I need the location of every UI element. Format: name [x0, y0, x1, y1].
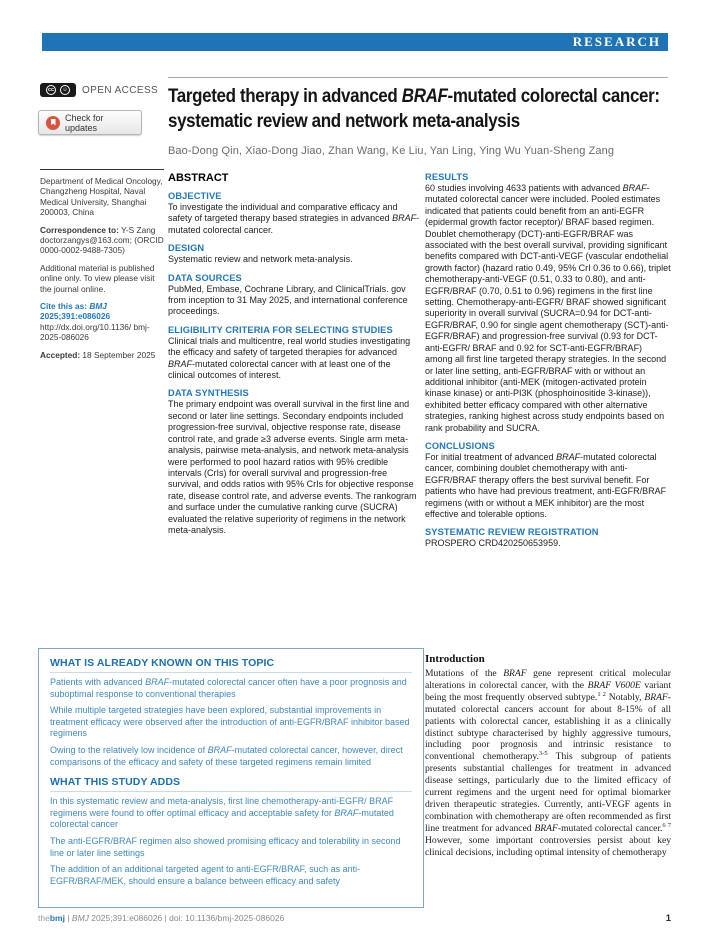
crossmark-icon [46, 116, 60, 130]
abstract-section-registration [425, 527, 671, 549]
section-text: Systematic review and network meta-analysis. [168, 254, 353, 265]
affiliation: Department of Medical Oncology, Changzheng Hospital, Naval Medical University, Shanghai 200003, China [40, 176, 163, 218]
abstract-section-data-sources [168, 273, 420, 318]
adds-item: The addition of an additional targeted agent to anti-EGFR/BRAF, such as anti-EGFR/BRAF/MEK, should ensure a balance between efficacy and safety [50, 864, 361, 886]
page-footer [38, 913, 671, 924]
cc-icon: cc [47, 87, 55, 93]
article-title-line1: Targeted therapy in advanced BRAF-mutated colorectal cancer: [168, 85, 660, 107]
section-heading: RESULTS [425, 172, 469, 182]
page-number: 1 [665, 913, 671, 924]
abstract-section-eligibility [168, 325, 420, 382]
abstract-section-design [168, 243, 420, 265]
accepted-label: Accepted: [40, 349, 83, 360]
section-heading: OBJECTIVE [168, 191, 222, 201]
author-list: Bao-Dong Qin, Xiao-Dong Jiao, Zhan Wang, Ke Liu, Yan Ling, Ying Wu Yuan-Sheng Zang [168, 145, 615, 157]
article-title-line2: systematic review and network meta-analysis [168, 110, 520, 132]
check-for-updates-label: Check for updates [65, 112, 104, 133]
section-text: For initial treatment of advanced BRAF-mutated colorectal cancer, combining doublet chemotherapy with anti-EGFR/BRAF therapy offers the best survival benefit. For patients who have had previous treatment, anti-EGFR/BRAF regimens (with or without a MEK inhibitor) are the most effective and tolerable options. [425, 451, 667, 519]
footer-citation-text: BMJ 2025;391:e086026 | doi: 10.1136/bmj-2025-086026 [71, 913, 285, 923]
section-text: The primary endpoint was overall survival in the first line and second or later line settings. Secondary endpoints included progression-free survival, objective response rate, disease control rate, and grade ≥3 adverse events. Single arm meta-analysis, pairwise meta-analysis, and network meta-analysis were performed to pool hazard ratios with 95% credible intervals (CrIs) for overall survival and progression-free survival, and odds ratios with 95% CrIs for objective response rate, disease control rate, and adverse events. The rankogram and surface under the cumulative ranking curve (SUCRA) evaluated the relative superiority of regimens in the network meta-analysis. [168, 399, 417, 535]
correspondence-email[interactable]: Y-S Zang doctorzangys@163.com; (ORCID 0000-0002-9488-7305) [40, 224, 164, 256]
article-header [168, 84, 698, 157]
open-access-label: OPEN ACCESS [82, 84, 159, 96]
abstract-section-objective [168, 191, 420, 236]
known-item: While multiple targeted strategies have been explored, substantial improvements in treatment efficacy were observed after the introduction of anti-EGFR/BRAF inhibitor based regimens [50, 705, 410, 739]
research-section-banner: RESEARCH [42, 33, 668, 51]
check-for-updates-button[interactable] [38, 110, 142, 135]
what-is-known-heading: WHAT IS ALREADY KNOWN ON THIS TOPIC [50, 657, 412, 673]
cite-this-as-label: Cite this as: [40, 301, 90, 312]
section-heading: DATA SYNTHESIS [168, 388, 249, 399]
section-heading: ELIGIBILITY CRITERIA FOR SELECTING STUDIES [168, 324, 393, 335]
known-item: Patients with advanced BRAF-mutated colorectal cancer often have a poor prognosis and suboptimal response to conventional therapies [50, 677, 407, 699]
abstract-column-1 [168, 172, 420, 536]
section-text: PROSPERO CRD420250653959. [425, 538, 561, 549]
cc-by-icon [40, 83, 76, 97]
adds-item: The anti-EGFR/BRAF regimen also showed promising efficacy and tolerability in second line or later line settings [50, 835, 401, 858]
abstract-section-data-synthesis [168, 388, 420, 536]
introduction-section [425, 653, 671, 859]
adds-item: In this systematic review and meta-analysis, first line chemotherapy-anti-EGFR/ BRAF regimens were found to offer optimal efficacy and acceptable safety for BRAF-mutated colorectal cancer [50, 796, 394, 830]
introduction-paragraph: Mutations of the BRAF gene represent critical molecular alterations in colorectal cancer, with the BRAF V600E variant being the most frequently observed subtype.$^{1 2}$ Notably, BRAF-mutated colorectal cancers account for about 8-15% of all patients with colorectal cancer, establishing it as a clinically distinct subtype characterised by highly aggressive tumours, including poor prognosis and intrinsic resistance to conventional chemotherapy.$^{3-5}$ This subgroup of patients presents substantial challenges for treatment in advanced disease settings, particularly due to the limited efficacy of current regimens and the urgent need for optimal biomarker driven therapeutic strategies. Currently, anti-VEGF agents in combination with chemotherapy are often recommended as first line treatment for advanced BRAF-mutated colorectal cancer.$^{6 7}$ However, some important controversies persist about key clinical decisions, including optimal intensity of chemotherapy [425, 668, 672, 858]
accepted-value: 18 September 2025 [82, 349, 156, 360]
additional-material-note: Additional material is published online only. To view please visit the journal online. [40, 262, 155, 294]
footer-separator: | [67, 913, 70, 923]
section-text: PubMed, Embase, Cochrane Library, and ClinicalTrials. gov from inception to 31 May 2025, and international conference proceedings. [168, 283, 408, 317]
citation-block [40, 301, 164, 343]
abstract-heading: ABSTRACT [168, 172, 229, 184]
section-heading: SYSTEMATIC REVIEW REGISTRATION [425, 527, 599, 538]
section-heading: DATA SOURCES [168, 272, 242, 283]
article-metadata-sidebar [40, 169, 164, 367]
bmj-logo-bold: bmj [49, 913, 65, 923]
correspondence [40, 225, 164, 256]
known-item: Owing to the relatively low incidence of BRAF-mutated colorectal cancer, however, direct comparisons of the efficacy and safety of these targeted regimens remain limited [50, 744, 403, 767]
correspondence-label: Correspondence to: [40, 224, 122, 235]
introduction-heading: Introduction [425, 653, 485, 665]
footer-citation [38, 913, 284, 923]
bmj-logo: the [38, 913, 50, 923]
open-access-badge [40, 83, 158, 97]
section-text: 60 studies involving 4633 patients with advanced BRAF-mutated colorectal cancer were included. Pooled estimates indicated that patients could benefit from an anti-EGFR (epidermal growth factor receptor)/ BRAF based regimen. Doublet chemotherapy (DCT)-anti-EGFR/BRAF was associated with the best overall survival, providing significant benefits compared with DCT-anti-VEGF (vascular endothelial growth factor) (hazard ratio 0.49, 95% CrI 0.36 to 0.66), triplet chemotherapy-anti-VEGF (0.51, 0.33 to 0.80), and anti-EGFR/BRAF (0.70, 0.51 to 0.96) regimens in the first line setting. Chemotherapy-anti-EGFR/ BRAF showed significant superiority in overall survival (SUCRA=0.94 for DCT-anti-EGFR/BRAF, 0.90 for single agent chemotherapy (SCT)-anti-EGFR/BRAF) and progression-free survival (0.93 for DCT-anti-EGFR/ BRAF and 0.92 for SCT-anti-EGFR/BRAF) among all first line targeted therapy strategies. In the second or later line setting, anti-EGFR/BRAF with or without an additional inhibitor (anti-MEK (mitogen-activated protein kinase kinase) or anti-PI3K (phosphoinositide 3-kinase)), exhibited better efficacy compared with other alternative strategies, ranking highest across study endpoints based on rank probability and SUCRA. [425, 183, 671, 433]
abstract-section-results [425, 172, 671, 434]
abstract-column-2 [425, 172, 671, 550]
doi-link[interactable]: http://dx.doi.org/10.1136/ bmj-2025-086026 [40, 321, 150, 343]
what-this-study-adds-heading: WHAT THIS STUDY ADDS [50, 776, 412, 792]
key-messages-box [38, 648, 424, 908]
abstract-section-conclusions [425, 441, 671, 520]
accepted-date [40, 350, 164, 360]
cc-by-person-icon: ☺ [60, 85, 70, 95]
title-divider [168, 77, 668, 78]
cite-this-as-value: BMJ 2025;391:e086026 [40, 301, 111, 322]
section-heading: DESIGN [168, 243, 205, 254]
section-text: To investigate the individual and comparative efficacy and safety of targeted therapy based strategies in advanced BRAF-mutated colorectal cancer. [168, 202, 420, 235]
section-heading: CONCLUSIONS [425, 440, 495, 451]
section-text: Clinical trials and multicentre, real world studies investigating the efficacy and safety of targeted therapies for advanced BRAF-mutated colorectal cancer with at least one of the clinical outcomes of interest. [168, 335, 411, 381]
